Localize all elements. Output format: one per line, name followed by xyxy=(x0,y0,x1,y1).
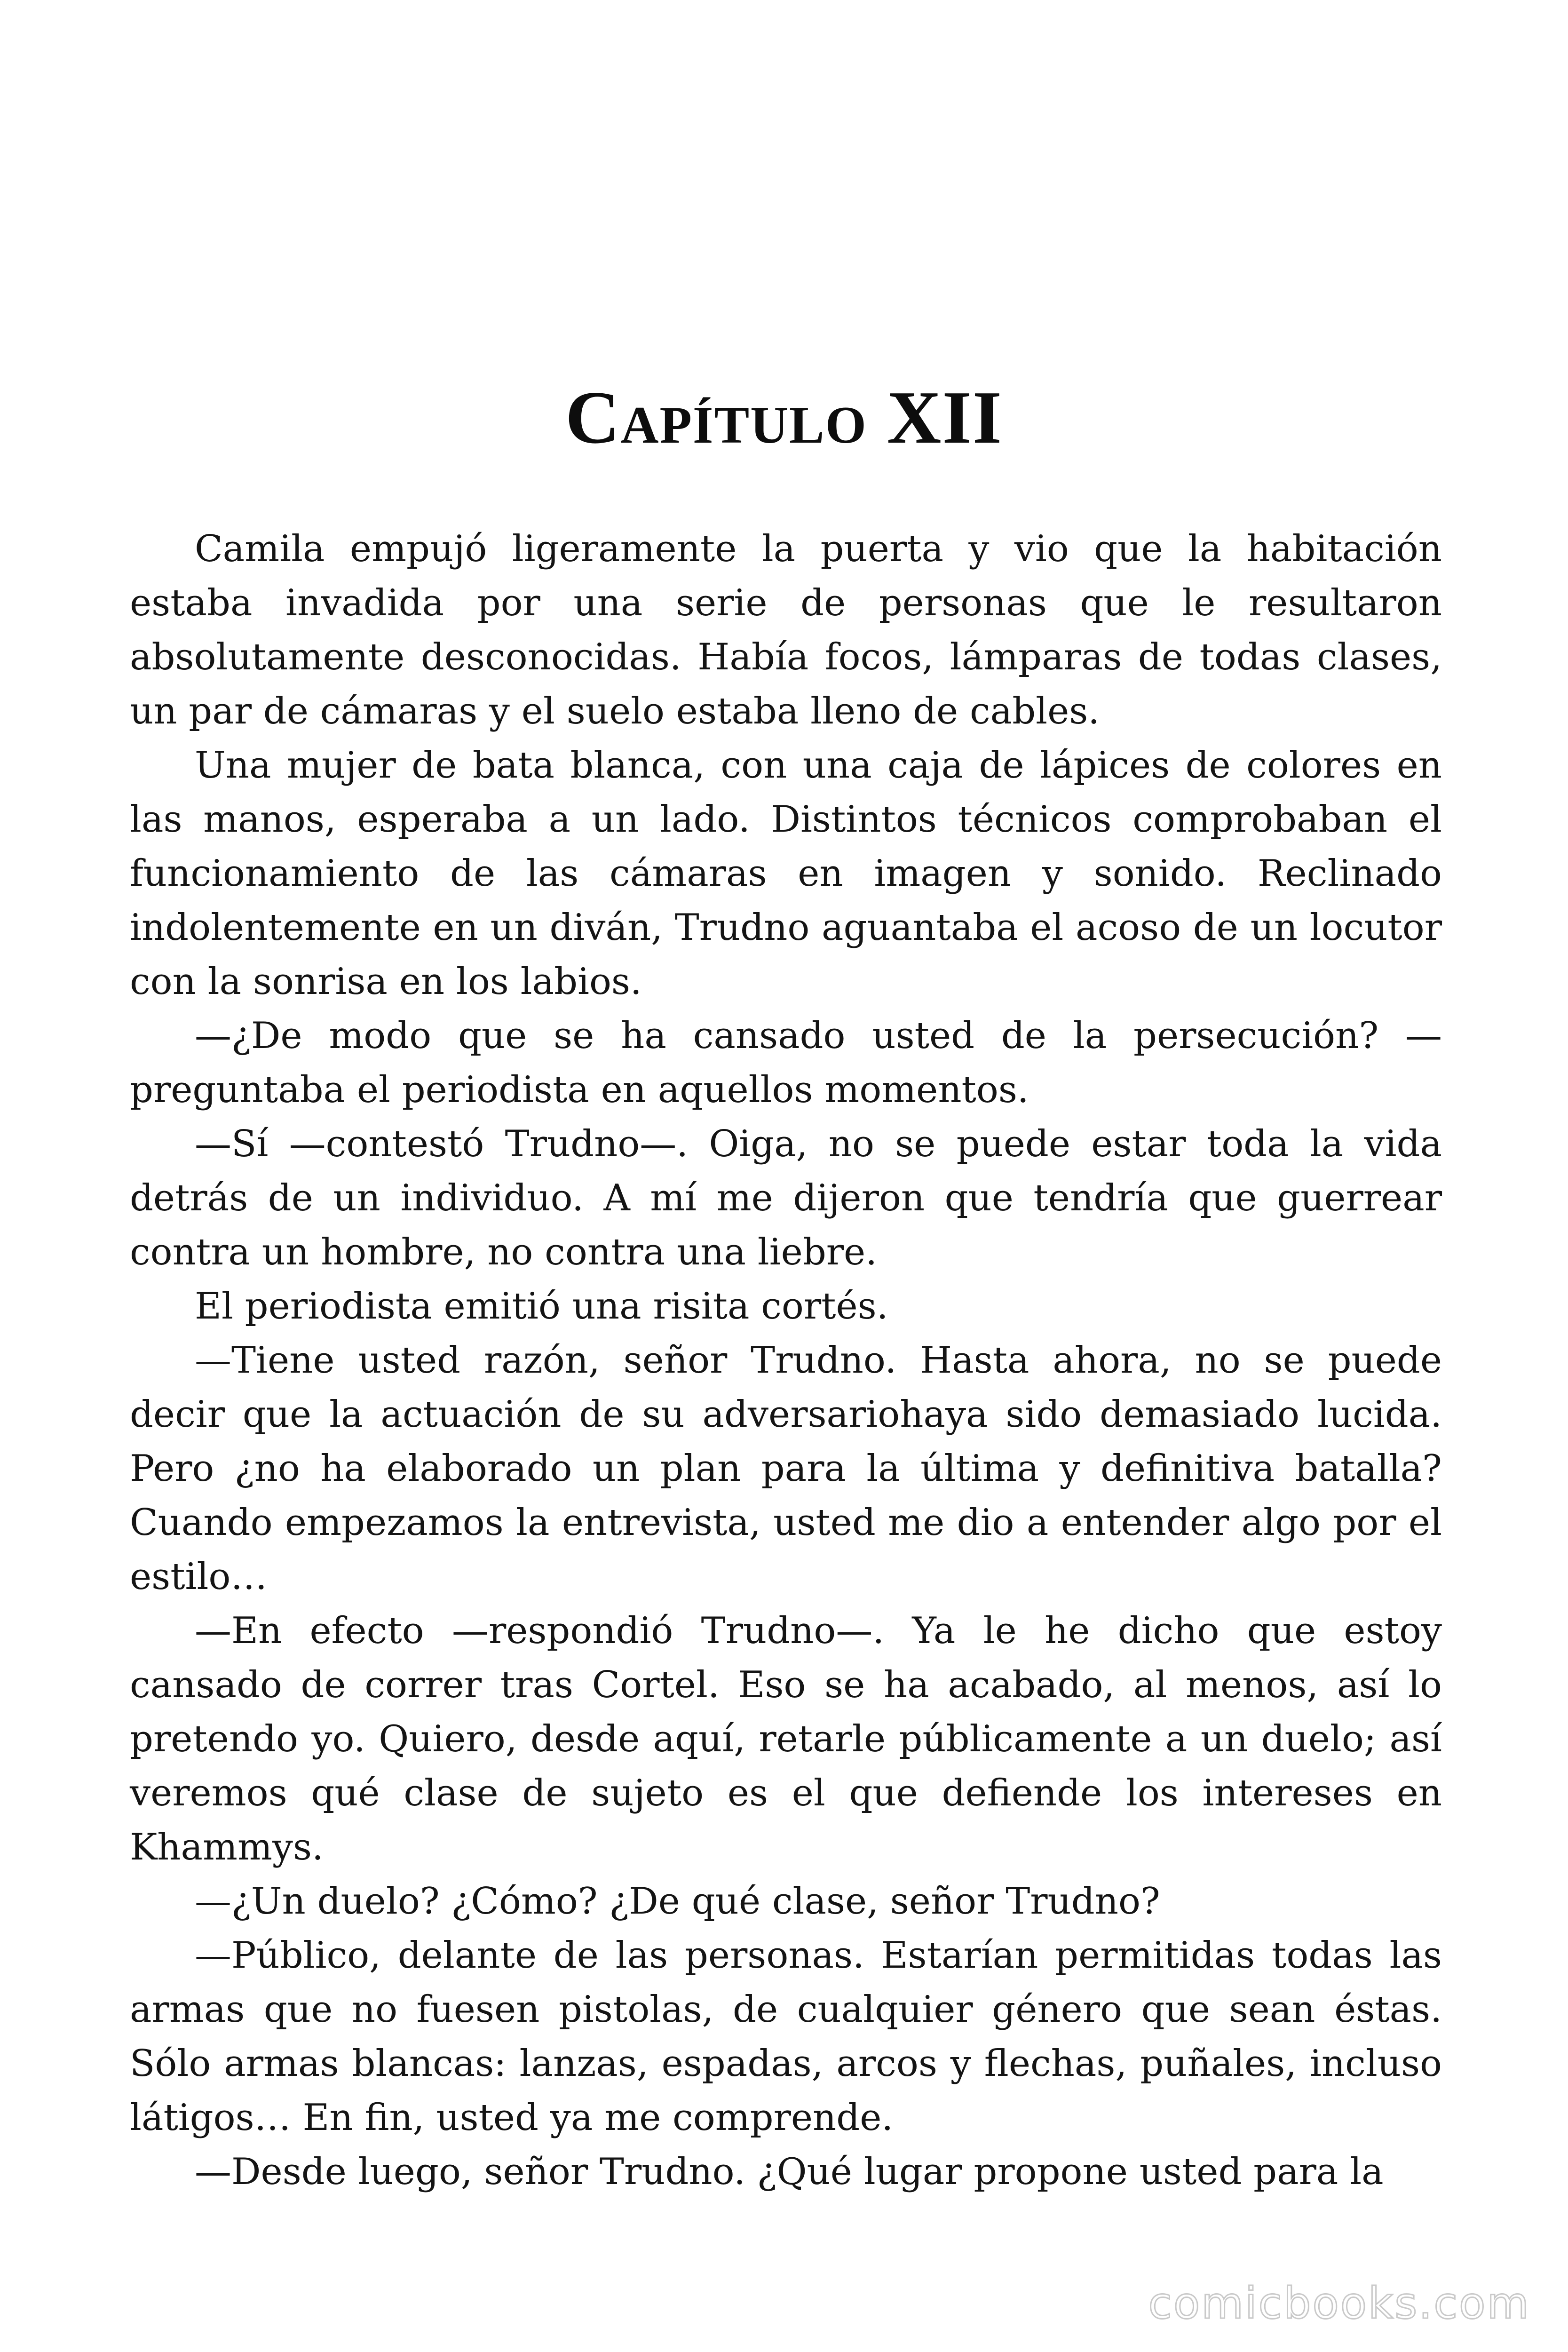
paragraph: —¿De modo que se ha cansado usted de la persecución? —preguntaba el periodista en aquellos momentos. xyxy=(130,1015,1442,1111)
paragraph: Camila empujó ligeramente la puerta y vio que la habitación estaba invadida por una serie de personas que le resultaron absolutamente desconocidas. Había focos, lámparas de todas clases, un par de cámaras y el suelo estaba lleno de cables. xyxy=(130,528,1442,732)
watermark: comicbooks.com xyxy=(1148,2278,1530,2328)
paragraph: Una mujer de bata blanca, con una caja de lápices de colores en las manos, esperaba a un lado. Distintos técnicos comprobaban el funcionamiento de las cámaras en imagen y sonido. Reclinado indolentemente en un diván, Trudno aguantaba el acoso de un locutor con la sonrisa en los labios. xyxy=(130,744,1442,1003)
paragraph: —Desde luego, señor Trudno. ¿Qué lugar propone usted para la xyxy=(195,2151,1384,2193)
paragraph: —Público, delante de las personas. Estarían permitidas todas las armas que no fuesen pistolas, de cualquier género que sean éstas. Sólo armas blancas: lanzas, espadas, arcos y flechas, puñales, incluso látigos… En fin, usted ya me comprende. xyxy=(130,1934,1442,2139)
paragraph: —Tiene usted razón, señor Trudno. Hasta ahora, no se puede decir que la actuación de su adversariohaya sido demasiado lucida. Pero ¿no ha elaborado un plan para la última y definitiva batalla? Cuando empezamos la entrevista, usted me dio a entender algo por el estilo… xyxy=(130,1339,1442,1598)
chapter-title: Capítulo XII xyxy=(565,375,1003,460)
paragraph: —Sí —contestó Trudno—. Oiga, no se puede estar toda la vida detrás de un individuo. A mí me dijeron que tendría que guerrear contra un hombre, no contra una liebre. xyxy=(130,1123,1442,1273)
paragraph: —¿Un duelo? ¿Cómo? ¿De qué clase, señor Trudno? xyxy=(195,1880,1160,1923)
chapter-body xyxy=(130,522,1442,2199)
paragraph: El periodista emitió una risita cortés. xyxy=(195,1285,888,1327)
paragraph: —En efecto —respondió Trudno—. Ya le he dicho que estoy cansado de correr tras Cortel. Eso se ha acabado, al menos, así lo pretendo yo. Quiero, desde aquí, retarle públicamente a un duelo; así veremos qué clase de sujeto es el que defiende los intereses en Khammys. xyxy=(130,1610,1442,1868)
